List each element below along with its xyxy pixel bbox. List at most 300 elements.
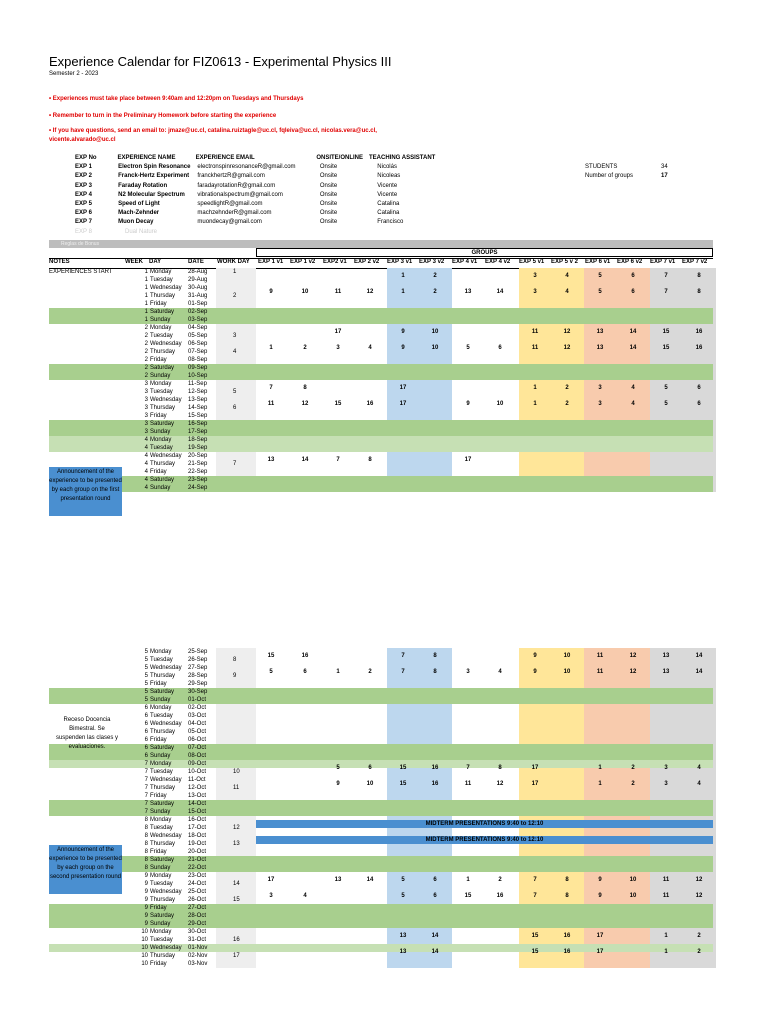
row-day: Sunday <box>150 697 171 703</box>
row-week: 2 <box>144 325 148 331</box>
group-number: 9 <box>598 877 602 883</box>
row-day: Monday <box>150 381 172 387</box>
row-week: 6 <box>144 729 148 735</box>
row-week: 7 <box>144 801 148 807</box>
row-date: 03-Oct <box>188 713 207 719</box>
row-workday: 11 <box>233 785 240 791</box>
group-number: 2 <box>697 949 701 955</box>
group-number: 3 <box>533 289 537 295</box>
group-number: 8 <box>433 669 437 675</box>
calendar-row <box>49 864 713 872</box>
row-week: 8 <box>144 857 148 863</box>
group-number: 11 <box>662 893 670 899</box>
row-date: 24-Sep <box>188 485 208 491</box>
calendar-row <box>49 300 713 308</box>
row-date: 27-Sep <box>188 665 208 671</box>
group-number: 8 <box>697 289 701 295</box>
group-number: 8 <box>565 893 569 899</box>
group-number: 12 <box>695 877 703 883</box>
row-day: Sunday <box>150 753 171 759</box>
calendar-row <box>49 688 713 696</box>
group-number: 2 <box>631 781 635 787</box>
header-exp-6-v1: EXP 6 v1 <box>585 259 611 265</box>
row-date: 13-Sep <box>188 397 208 403</box>
experiment-ta: Catalina <box>377 201 400 208</box>
group-number: 13 <box>596 345 604 351</box>
row-date: 17-Sep <box>188 429 208 435</box>
group-number: 9 <box>598 893 602 899</box>
group-number: 7 <box>664 273 668 279</box>
group-number: 10 <box>629 877 637 883</box>
group-number: 11 <box>531 345 539 351</box>
group-number: 9 <box>466 401 470 407</box>
row-day: Monday <box>150 761 172 767</box>
row-day: Tuesday <box>150 769 173 775</box>
page-title: Experience Calendar for FIZ0613 - Experimental Physics III <box>49 54 392 69</box>
row-day: Sunday <box>150 429 171 435</box>
experiment-ta: Francisco <box>377 219 404 226</box>
row-date: 25-Oct <box>188 889 207 895</box>
group-number: 14 <box>431 933 439 939</box>
group-number: 7 <box>466 765 470 771</box>
group-number: 1 <box>598 765 602 771</box>
group-number: 9 <box>269 289 273 295</box>
row-date: 24-Oct <box>188 881 207 887</box>
calendar-row <box>49 364 713 372</box>
group-number: 4 <box>565 273 569 279</box>
header-exp-1-v2: EXP 1 v2 <box>290 259 316 265</box>
group-number: 7 <box>401 669 405 675</box>
group-number: 3 <box>336 345 340 351</box>
experiment-mode: Onsite <box>319 210 338 217</box>
row-day: Thursday <box>150 785 176 791</box>
row-day: Wednesday <box>150 777 182 783</box>
ghost-exp-no: EXP 8 <box>75 228 92 235</box>
calendar-row <box>49 744 713 752</box>
experiment-email: franckhertzR@gmail.com <box>197 173 265 180</box>
row-date: 18-Oct <box>188 833 207 839</box>
row-day: Tuesday <box>150 881 173 887</box>
row-date: 03-Nov <box>188 961 208 967</box>
row-date: 19-Oct <box>188 841 207 847</box>
group-number: 9 <box>533 653 537 659</box>
row-week: 6 <box>144 745 148 751</box>
group-number: 7 <box>664 289 668 295</box>
header-exp-1-v1: EXP 1 v1 <box>258 259 284 265</box>
experiment-mode: Onsite <box>319 191 338 198</box>
row-date: 07-Oct <box>188 745 207 751</box>
group-number: 7 <box>533 877 537 883</box>
row-date: 29-Aug <box>188 277 208 283</box>
calendar-row <box>49 728 713 736</box>
row-week: 9 <box>144 921 148 927</box>
row-day: Monday <box>150 705 172 711</box>
row-week: 4 <box>144 485 148 491</box>
header-exp-4-v2: EXP 4 v2 <box>485 259 511 265</box>
note-email: • If you have questions, send an email to: jmaze@uc.cl, catalina.ruiztagle@uc.cl, fqleiva@uc.cl, nicolas.vera@uc.cl, <box>49 128 377 134</box>
row-date: 15-Sep <box>188 413 208 419</box>
row-week: 8 <box>144 865 148 871</box>
group-number: 13 <box>464 289 472 295</box>
calendar-row <box>49 680 713 688</box>
header-notes: NOTES <box>49 259 70 265</box>
group-number: 13 <box>596 329 604 335</box>
row-date: 20-Sep <box>188 453 208 459</box>
group-number: 5 <box>598 289 602 295</box>
row-date: 28-Oct <box>188 913 207 919</box>
calendar-row <box>49 928 713 936</box>
row-day: Monday <box>150 325 172 331</box>
calendar-row <box>49 848 713 856</box>
calendar-row <box>49 420 713 428</box>
group-number: 10 <box>301 289 309 295</box>
row-workday: 4 <box>233 349 237 355</box>
row-day: Wednesday <box>150 285 182 291</box>
group-number: 4 <box>368 345 372 351</box>
group-number: 1 <box>401 289 405 295</box>
semester-label: Semester 2 - 2023 <box>49 71 99 77</box>
group-number: 6 <box>433 877 437 883</box>
row-day: Wednesday <box>150 721 182 727</box>
row-week: 10 <box>141 945 148 951</box>
row-date: 21-Oct <box>188 857 207 863</box>
row-workday: 7 <box>233 461 237 467</box>
calendar-row <box>49 856 713 864</box>
row-date: 02-Oct <box>188 705 207 711</box>
group-number: 14 <box>629 345 637 351</box>
experiment-ta: Nicolás <box>377 164 397 171</box>
row-day: Sunday <box>150 865 171 871</box>
row-day: Tuesday <box>150 937 173 943</box>
group-number: 6 <box>303 669 307 675</box>
calendar-row <box>49 912 713 920</box>
row-day: Monday <box>150 929 172 935</box>
row-date: 04-Oct <box>188 721 207 727</box>
row-day: Thursday <box>150 729 176 735</box>
row-week: 7 <box>144 777 148 783</box>
row-week: 1 <box>144 277 148 283</box>
group-number: 10 <box>431 329 439 335</box>
row-day: Sunday <box>150 485 171 491</box>
students-summary <box>585 163 681 181</box>
group-number: 3 <box>664 765 668 771</box>
experiment-name: Muon Decay <box>118 219 154 226</box>
midterm-presentations-bar: MIDTERM PRESENTATIONS 9:40 to 12:10 <box>256 836 713 844</box>
row-date: 02-Sep <box>188 309 208 315</box>
group-number: 2 <box>697 933 701 939</box>
group-number: 8 <box>697 273 701 279</box>
calendar-row <box>49 436 713 444</box>
row-day: Thursday <box>150 841 176 847</box>
row-week: 9 <box>144 873 148 879</box>
row-week: 5 <box>144 697 148 703</box>
row-date: 14-Oct <box>188 801 207 807</box>
experiences-start-label: EXPERIENCES START <box>49 269 113 275</box>
group-number: 3 <box>664 781 668 787</box>
group-number: 2 <box>368 669 372 675</box>
row-date: 15-Oct <box>188 809 207 815</box>
col-exp-no: EXP No <box>75 155 97 161</box>
row-week: 6 <box>144 713 148 719</box>
experiment-mode: Onsite <box>319 201 338 208</box>
row-workday: 2 <box>233 293 237 299</box>
midterm-presentations-bar: MIDTERM PRESENTATIONS 9:40 to 12:10 <box>256 820 713 828</box>
row-day: Thursday <box>150 293 176 299</box>
group-number: 5 <box>401 893 405 899</box>
group-number: 15 <box>464 893 472 899</box>
group-number: 14 <box>695 653 703 659</box>
row-date: 21-Sep <box>188 461 208 467</box>
row-day: Friday <box>150 961 167 967</box>
group-number: 17 <box>399 385 407 391</box>
group-number: 5 <box>664 401 668 407</box>
row-day: Tuesday <box>150 825 173 831</box>
experiment-email: vibrationalspectrum@gmail.com <box>197 191 283 198</box>
col-exp-onsite: ONSITE/ONLINE <box>316 155 363 161</box>
calendar-row <box>49 720 713 728</box>
calendar-row <box>49 696 713 704</box>
group-number: 1 <box>533 401 537 407</box>
col-exp-name: EXPERIENCE NAME <box>117 155 176 161</box>
group-number: 5 <box>336 765 340 771</box>
group-number: 15 <box>662 329 670 335</box>
group-number: 11 <box>531 329 539 335</box>
group-number: 10 <box>629 893 637 899</box>
row-date: 11-Oct <box>188 777 206 783</box>
calendar-row <box>49 736 713 744</box>
experiment-row <box>49 163 429 172</box>
row-date: 31-Oct <box>188 937 207 943</box>
row-day: Saturday <box>150 745 175 751</box>
row-day: Tuesday <box>150 333 173 339</box>
group-number: 8 <box>303 385 307 391</box>
row-workday: 16 <box>233 937 240 943</box>
row-date: 28-Sep <box>188 673 208 679</box>
header-date: DATE <box>188 259 204 265</box>
group-number: 17 <box>399 401 407 407</box>
row-week: 10 <box>141 953 148 959</box>
row-date: 03-Sep <box>188 317 208 323</box>
row-week: 5 <box>144 657 148 663</box>
calendar-row <box>49 648 713 656</box>
row-date: 05-Oct <box>188 729 207 735</box>
group-number: 2 <box>433 289 437 295</box>
row-day: Thursday <box>150 405 176 411</box>
row-week: 10 <box>141 937 148 943</box>
experiment-row <box>49 182 429 191</box>
row-week: 4 <box>144 453 148 459</box>
calendar-row <box>49 412 713 420</box>
experiment-name: Speed of Light <box>118 201 160 208</box>
row-week: 4 <box>144 461 148 467</box>
row-day: Monday <box>150 817 172 823</box>
group-number: 6 <box>697 385 701 391</box>
row-day: Saturday <box>150 365 175 371</box>
header-exp-5-v1: EXP 5 v1 <box>519 259 545 265</box>
bonus-rules-band <box>49 240 713 248</box>
row-day: Saturday <box>150 689 175 695</box>
row-day: Tuesday <box>150 389 173 395</box>
row-day: Friday <box>150 793 167 799</box>
calendar-row <box>49 372 713 380</box>
calendar-row <box>49 704 713 712</box>
row-workday: 12 <box>233 825 240 831</box>
experiment-name: Franck-Hertz Experiment <box>118 173 190 180</box>
row-week: 4 <box>144 477 148 483</box>
group-number: 5 <box>664 385 668 391</box>
row-day: Wednesday <box>150 397 182 403</box>
group-number: 10 <box>366 781 374 787</box>
experiment-row <box>49 218 429 227</box>
calendar-row <box>49 904 713 912</box>
group-number: 10 <box>563 669 571 675</box>
experiment-name: N2 Molecular Spectrum <box>118 191 185 198</box>
row-day: Saturday <box>150 309 175 315</box>
row-date: 29-Oct <box>188 921 207 927</box>
row-day: Sunday <box>150 921 171 927</box>
receso-note: Receso Docencia Bimestral. Se suspenden las clases y evaluaciones. <box>55 717 119 750</box>
header-exp-7-v2: EXP 7 v2 <box>682 259 708 265</box>
group-number: 14 <box>301 457 309 463</box>
group-number: 13 <box>662 669 670 675</box>
row-date: 08-Oct <box>188 753 207 759</box>
row-day: Wednesday <box>150 665 182 671</box>
experiment-mode: Onsite <box>319 173 338 180</box>
header-exp-7-v1: EXP 7 v1 <box>650 259 676 265</box>
experiment-ta: Vicente <box>377 191 398 198</box>
header-exp-3-v2: EXP 3 v2 <box>419 259 445 265</box>
group-number: 6 <box>433 893 437 899</box>
group-number: 17 <box>267 877 275 883</box>
group-number: 1 <box>664 949 668 955</box>
row-date: 04-Sep <box>188 325 208 331</box>
row-week: 4 <box>144 445 148 451</box>
group-number: 15 <box>531 933 539 939</box>
header-week: WEEK <box>125 259 143 265</box>
group-number: 13 <box>399 933 407 939</box>
calendar-row <box>49 808 713 816</box>
group-number: 14 <box>496 289 504 295</box>
announcement-first-round: Announcement of the experience to be presented by each group on the first presentation round <box>49 467 122 516</box>
row-workday: 14 <box>233 881 240 887</box>
group-number: 16 <box>695 329 703 335</box>
row-day: Monday <box>150 873 172 879</box>
row-date: 27-Oct <box>188 905 207 911</box>
row-week: 9 <box>144 913 148 919</box>
group-number: 4 <box>498 669 502 675</box>
row-day: Monday <box>150 269 172 275</box>
row-day: Sunday <box>150 373 171 379</box>
calendar-row <box>49 308 713 316</box>
row-day: Tuesday <box>150 445 173 451</box>
group-number: 5 <box>466 345 470 351</box>
row-date: 07-Sep <box>188 349 208 355</box>
row-week: 2 <box>144 373 148 379</box>
group-number: 7 <box>533 893 537 899</box>
row-day: Sunday <box>150 317 171 323</box>
group-number: 10 <box>496 401 504 407</box>
group-number: 16 <box>563 933 571 939</box>
experiment-no: EXP 3 <box>75 182 92 189</box>
group-number: 16 <box>563 949 571 955</box>
group-number: 4 <box>631 385 635 391</box>
row-week: 5 <box>144 673 148 679</box>
calendar-row <box>49 268 713 276</box>
row-week: 8 <box>144 841 148 847</box>
group-number: 6 <box>498 345 502 351</box>
row-workday: 13 <box>233 841 240 847</box>
row-week: 3 <box>144 413 148 419</box>
row-week: 6 <box>144 721 148 727</box>
row-day: Friday <box>150 301 167 307</box>
group-number: 14 <box>695 669 703 675</box>
group-number: 3 <box>533 273 537 279</box>
group-number: 8 <box>498 765 502 771</box>
groups-count-label: Number of groups <box>585 173 634 180</box>
row-date: 11-Sep <box>188 381 207 387</box>
row-week: 6 <box>144 753 148 759</box>
group-number: 17 <box>531 781 539 787</box>
row-day: Wednesday <box>150 833 182 839</box>
group-number: 15 <box>662 345 670 351</box>
group-number: 4 <box>631 401 635 407</box>
students-value: 34 <box>661 164 668 170</box>
row-week: 9 <box>144 897 148 903</box>
group-number: 5 <box>598 273 602 279</box>
experiment-ta: Catalina <box>377 210 400 217</box>
row-week: 9 <box>144 905 148 911</box>
row-date: 22-Oct <box>188 865 207 871</box>
calendar-section-1 <box>49 268 713 492</box>
row-date: 31-Aug <box>188 293 208 299</box>
group-number: 7 <box>269 385 273 391</box>
bonus-rules-label: Reglas de Bonus <box>61 241 100 247</box>
row-week: 4 <box>144 469 148 475</box>
row-day: Wednesday <box>150 453 182 459</box>
group-number: 2 <box>498 877 502 883</box>
row-date: 16-Oct <box>188 817 207 823</box>
group-number: 3 <box>598 385 602 391</box>
row-week: 1 <box>144 301 148 307</box>
experiment-mode: Onsite <box>319 164 338 171</box>
row-day: Tuesday <box>150 713 173 719</box>
calendar-row <box>49 792 713 800</box>
experiment-mode: Onsite <box>319 219 338 226</box>
group-number: 8 <box>433 653 437 659</box>
group-number: 6 <box>368 765 372 771</box>
experiment-row-ghost <box>49 228 429 237</box>
header-exp2-v1: EXP2 v1 <box>323 259 347 265</box>
row-week: 6 <box>144 737 148 743</box>
row-date: 01-Nov <box>188 945 208 951</box>
ghost-exp-name: Dual Nature <box>125 228 158 235</box>
row-day: Monday <box>150 649 172 655</box>
row-date: 29-Sep <box>188 681 208 687</box>
experiment-list-header <box>49 154 436 163</box>
row-day: Thursday <box>150 673 176 679</box>
group-number: 16 <box>695 345 703 351</box>
row-date: 09-Oct <box>188 761 207 767</box>
group-number: 3 <box>466 669 470 675</box>
row-workday: 9 <box>233 673 237 679</box>
group-number: 15 <box>267 653 275 659</box>
row-week: 1 <box>144 285 148 291</box>
group-number: 15 <box>531 949 539 955</box>
row-day: Tuesday <box>150 277 173 283</box>
row-week: 3 <box>144 405 148 411</box>
group-number: 12 <box>301 401 309 407</box>
group-number: 15 <box>399 781 407 787</box>
